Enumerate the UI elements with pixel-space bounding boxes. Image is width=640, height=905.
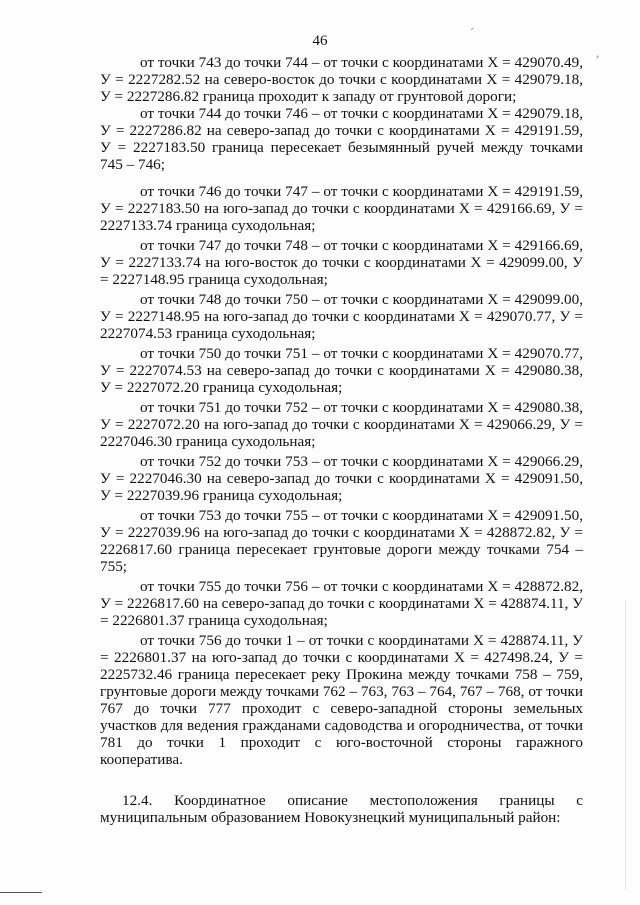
scan-mark: ,	[596, 45, 600, 60]
paragraph: от точки 748 до точки 750 – от точки с координатами Х = 429099.00, У = 2227148.95 на юго-запад до точки с координатами Х = 429070.77, У = 2227074.53 граница суходольная;	[100, 291, 583, 342]
section-heading-12-4: 12.4. Координатное описание местоположения границы с муниципальным образованием Новокузнецкий муниципальный район:	[100, 792, 583, 826]
paragraph: от точки 756 до точки 1 – от точки с координатами Х = 428874.11, У = 2226801.37 на юго-запад до точки с координатами Х = 427498.24, У = 2225732.46 граница пересекает реку Прокина между точками 758 – 759, грунтовые дороги между точками 762 – 763, 763 – 764, 767 – 768, от точки 767 до точки 777 проходит с северо-западной стороны земельных участков для ведения гражданами садоводства и огородничества, от точки 781 до точки 1 проходит с юго-восточной стороны гаражного кооператива.	[100, 632, 583, 768]
paragraph: от точки 743 до точки 744 – от точки с координатами Х = 429070.49, У = 2227282.52 на северо-восток до точки с координатами Х = 429079.18, У = 2227286.82 граница проходит к западу от грунтовой дороги;	[100, 54, 583, 105]
paragraph: от точки 744 до точки 746 – от точки с координатами Х = 429079.18, У = 2227286.82 на северо-запад до точки с координатами Х = 429191.59, У = 2227183.50 граница пересекает безымянный ручей между точками 745 – 746;	[100, 105, 583, 173]
paragraph: от точки 752 до точки 753 – от точки с координатами Х = 429066.29, У = 2227046.30 на северо-запад до точки с координатами Х = 429091.50, У = 2227039.96 граница суходольная;	[100, 453, 583, 504]
paragraph: от точки 751 до точки 752 – от точки с координатами Х = 429080.38, У = 2227072.20 на юго-запад до точки с координатами Х = 429066.29, У = 2227046.30 граница суходольная;	[100, 399, 583, 450]
paragraph: от точки 747 до точки 748 – от точки с координатами Х = 429166.69, У = 2227133.74 на юго-восток до точки с координатами Х = 429099.00, У = 2227148.95 граница суходольная;	[100, 237, 583, 288]
paragraph: от точки 753 до точки 755 – от точки с координатами Х = 429091.50, У = 2227039.96 на юго-запад до точки с координатами Х = 428872.82, У = 2226817.60 граница пересекает грунтовые дороги между точками 754 – 755;	[100, 507, 583, 575]
footer-rule	[0, 892, 42, 893]
paragraph: от точки 746 до точки 747 – от точки с координатами Х = 429191.59, У = 2227183.50 на юго-запад до точки с координатами Х = 429166.69, У = 2227133.74 граница суходольная;	[100, 183, 583, 234]
scan-mark: ´	[470, 25, 475, 40]
scan-edge	[625, 600, 626, 890]
document-body	[100, 54, 583, 826]
page-number: 46	[312, 33, 328, 49]
paragraph: от точки 755 до точки 756 – от точки с координатами Х = 428872.82, У = 2226817.60 на северо-запад до точки с координатами Х = 428874.11, У = 2226801.37 граница суходольная;	[100, 578, 583, 629]
paragraph: от точки 750 до точки 751 – от точки с координатами Х = 429070.77, У = 2227074.53 на северо-запад до точки с координатами Х = 429080.38, У = 2227072.20 граница суходольная;	[100, 345, 583, 396]
